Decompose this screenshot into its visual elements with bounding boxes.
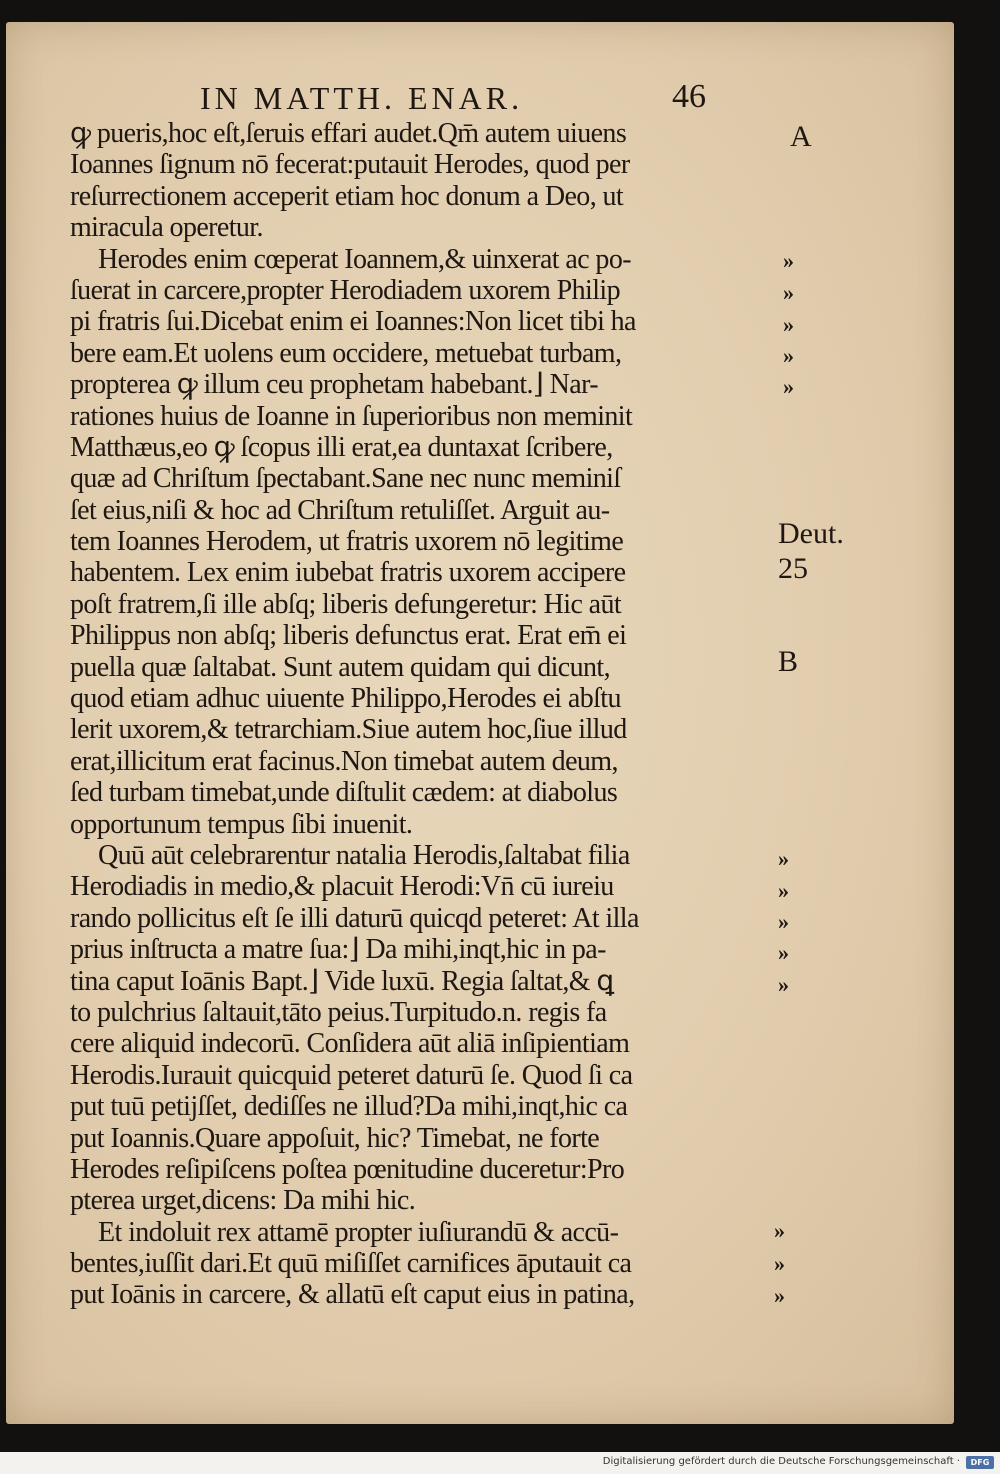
text-line: Quū aūt celebrarentur natalia Herodis,ſaltabat filia [98, 839, 630, 871]
page-header [200, 80, 760, 120]
text-line: puella quæ ſaltabat. Sunt autem quidam qui dicunt, [70, 651, 611, 683]
running-head: IN MATTH. ENAR. [200, 80, 524, 116]
text-line: Herodis.Iurauit quicquid peteret daturū ſe. Quod ſi ca [70, 1059, 633, 1091]
text-line: put tuū petijſſet, dediſſes ne illud?Da mihi,inqt,hic ca [70, 1091, 628, 1123]
text-line: Matthæus,eo ꝙ ſcopus illi erat,ea duntaxat ſcribere, [70, 431, 613, 463]
text-line: put Ioānis in carcere, & allatū eſt caput eius in patina, [70, 1279, 635, 1311]
quote-mark: » [783, 280, 791, 305]
text-line: poſt fratrem,ſi ille abſq; liberis defungeretur: Hic aūt [70, 588, 622, 620]
text-line: bentes,iuſſit dari.Et quū miſiſſet carnifices āputauit ca [70, 1248, 632, 1280]
margin-section-a: A [790, 120, 812, 153]
quote-mark: » [774, 1283, 782, 1308]
text-line: lerit uxorem,& tetrarchiam.Siue autem hoc,ſiue illud [70, 714, 627, 746]
text-line: quæ ad Chriſtum ſpectabant.Sane nec nunc meminiſ [70, 463, 621, 495]
text-line: put Ioannis.Quare appoſuit, hic? Timebat, ne forte [70, 1122, 600, 1154]
body-text [70, 118, 770, 1311]
text-line: pterea urget,dicens: Da mihi hic. [70, 1185, 416, 1217]
text-line: tina caput Ioānis Bapt.⌋ Vide luxū. Regia ſaltat,& ꝗ [70, 965, 614, 997]
text-line: ꝙ pueris,hoc eſt,ſeruis effari audet.Qm̄ autem uiuens [70, 118, 627, 149]
text-line: ſed turbam timebat,unde diſtulit cædem: at diabolus [70, 777, 618, 809]
text-line: rationes huius de Ioanne in ſuperioribus non meminit [70, 400, 633, 432]
quote-mark: » [778, 972, 786, 997]
quote-mark: » [778, 878, 786, 903]
text-line: propterea ꝙ illum ceu prophetam habebant.⌋ Nar- [70, 369, 598, 401]
text-line: to pulchrius ſaltauit,tāto peius.Turpitudo.n. regis fa [70, 996, 607, 1028]
page-number: 46 [672, 78, 706, 115]
text-line: prius inſtructa a matre ſua:⌋ Da mihi,inqt,hic in pa- [70, 934, 606, 966]
text-line: rando pollicitus eſt ſe illi daturū quicqd peteret: At illa [70, 902, 639, 934]
dfg-logo-icon: DFG [966, 1456, 994, 1469]
text-line: Herodiadis in medio,& placuit Herodi:Vn̄ cū iureiu [70, 871, 614, 903]
quote-mark: » [778, 846, 786, 871]
text-line: Herodes reſipiſcens poſtea pœnitudine duceretur:Pro [70, 1153, 625, 1185]
text-line: pi fratris ſui.Dicebat enim ei Ioannes:Non licet tibi ha [70, 306, 636, 338]
quote-mark: » [778, 940, 786, 965]
quote-mark: » [783, 374, 791, 399]
text-line: Et indoluit rex attamē propter iuſiurandū & accū- [98, 1216, 619, 1248]
quote-mark: » [783, 248, 791, 273]
text-line: Ioannes ſignum nō fecerat:putauit Herodes, quod per [70, 149, 630, 181]
text-line: Philippus non abſq; liberis defunctus erat. Erat em̄ ei [70, 620, 627, 652]
footer-bar [0, 1452, 1000, 1474]
text-line: ſet eius,niſi & hoc ad Chriſtum retuliſſet. Arguit au- [70, 494, 610, 526]
text-line: reſurrectionem acceperit etiam hoc donum a Deo, ut [70, 180, 624, 212]
text-line: habentem. Lex enim iubebat fratris uxorem accipere [70, 557, 626, 589]
margin-reference-deut: Deut. [778, 517, 844, 550]
text-line: opportunum tempus ſibi inuenit. [70, 808, 413, 840]
text-line: erat,illicitum erat facinus.Non timebat autem deum, [70, 745, 618, 777]
text-line: ſuerat in carcere,propter Herodiadem uxorem Philip [70, 274, 620, 306]
quote-mark: » [774, 1218, 782, 1243]
funding-credit: Digitalisierung gefördert durch die Deutsche Forschungsgemeinschaft · [602, 1456, 960, 1467]
margin-reference-chapter: 25 [778, 552, 808, 585]
text-line: miracula operetur. [70, 212, 263, 244]
text-line: Herodes enim cœperat Ioannem,& uinxerat ac po- [98, 243, 631, 275]
text-line: bere eam.Et uolens eum occidere, metuebat turbam, [70, 337, 622, 369]
quote-mark: » [774, 1251, 782, 1276]
text-line: quod etiam adhuc uiuente Philippo,Herodes ei abſtu [70, 683, 621, 715]
quote-mark: » [783, 312, 791, 337]
text-line: cere aliquid indecorū. Conſidera aūt aliā inſipientiam [70, 1028, 630, 1060]
quote-mark: » [778, 909, 786, 934]
margin-section-b: B [778, 645, 799, 678]
quote-mark: » [783, 343, 791, 368]
text-line: tem Ioannes Herodem, ut fratris uxorem nō legitime [70, 526, 624, 558]
